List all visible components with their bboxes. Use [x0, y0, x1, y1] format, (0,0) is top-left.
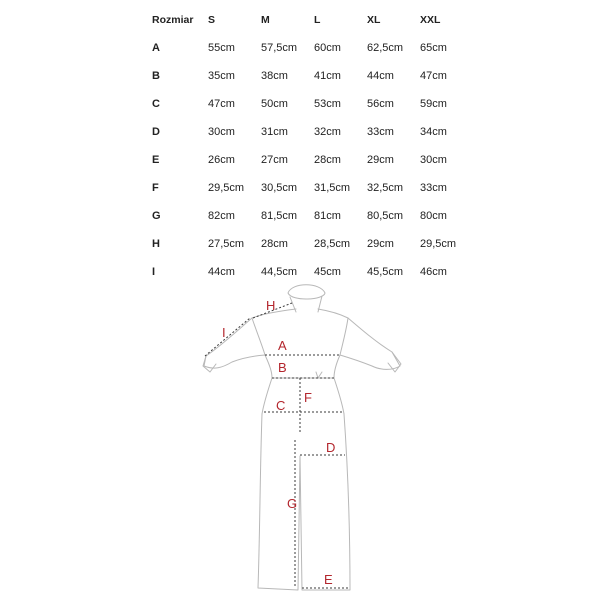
- row-label: F: [152, 182, 159, 194]
- size-cell: 29,5cm: [208, 182, 245, 194]
- label-e: E: [324, 572, 333, 587]
- size-cell: 53cm: [314, 98, 341, 110]
- row-label: A: [152, 42, 160, 54]
- label-g: G: [287, 496, 298, 511]
- size-header-xl: XL: [367, 14, 381, 26]
- size-cell: 29cm: [367, 154, 394, 166]
- label-i: I: [222, 325, 226, 340]
- size-cell: 32,5cm: [367, 182, 404, 194]
- size-header-l: L: [314, 14, 321, 26]
- size-header-xxl: XXL: [420, 14, 441, 26]
- row-label: C: [152, 98, 160, 110]
- size-cell: 55cm: [208, 42, 235, 54]
- size-cell: 82cm: [208, 210, 235, 222]
- size-cell: 45,5cm: [367, 266, 404, 278]
- size-cell: 81cm: [314, 210, 341, 222]
- row-label: I: [152, 266, 156, 278]
- size-cell: 44,5cm: [261, 266, 298, 278]
- size-cell: 57,5cm: [261, 42, 298, 54]
- size-cell: 45cm: [314, 266, 341, 278]
- size-cell: 31cm: [261, 126, 288, 138]
- size-cell: 30,5cm: [261, 182, 298, 194]
- size-cell: 65cm: [420, 42, 447, 54]
- size-cell: 80cm: [420, 210, 447, 222]
- size-cell: 30cm: [420, 154, 447, 166]
- measure-line-i: [205, 318, 250, 356]
- size-cell: 28cm: [261, 238, 288, 250]
- size-cell: 32cm: [314, 126, 341, 138]
- size-cell: 26cm: [208, 154, 235, 166]
- size-cell: 30cm: [208, 126, 235, 138]
- row-label: H: [152, 238, 160, 250]
- size-cell: 29,5cm: [420, 238, 457, 250]
- jumpsuit-outline: [203, 285, 401, 590]
- size-cell: 29cm: [367, 238, 394, 250]
- size-cell: 33cm: [420, 182, 447, 194]
- size-cell: 41cm: [314, 70, 341, 82]
- size-cell: 62,5cm: [367, 42, 404, 54]
- measurement-labels: [222, 298, 335, 587]
- size-cell: 27,5cm: [208, 238, 245, 250]
- size-cell: 47cm: [420, 70, 447, 82]
- row-label: E: [152, 154, 160, 166]
- size-cell: 44cm: [208, 266, 235, 278]
- size-cell: 28,5cm: [314, 238, 351, 250]
- size-cell: 81,5cm: [261, 210, 298, 222]
- size-cell: 38cm: [261, 70, 288, 82]
- size-cell: 34cm: [420, 126, 447, 138]
- label-a: A: [278, 338, 287, 353]
- label-f: F: [304, 390, 312, 405]
- size-cell: 47cm: [208, 98, 235, 110]
- size-cell: 80,5cm: [367, 210, 404, 222]
- size-cell: 50cm: [261, 98, 288, 110]
- size-cell: 31,5cm: [314, 182, 351, 194]
- size-cell: 28cm: [314, 154, 341, 166]
- size-header-m: M: [261, 14, 270, 26]
- size-cell: 56cm: [367, 98, 394, 110]
- size-cell: 44cm: [367, 70, 394, 82]
- size-cell: 46cm: [420, 266, 447, 278]
- row-label: B: [152, 70, 160, 82]
- size-cell: 33cm: [367, 126, 394, 138]
- label-h: H: [266, 298, 276, 313]
- size-cell: 27cm: [261, 154, 288, 166]
- size-header-s: S: [208, 14, 216, 26]
- label-c: C: [276, 398, 286, 413]
- label-d: D: [326, 440, 336, 455]
- size-header-rozmiar: Rozmiar: [152, 14, 194, 26]
- size-cell: 60cm: [314, 42, 341, 54]
- size-cell: 59cm: [420, 98, 447, 110]
- row-label: G: [152, 210, 161, 222]
- label-b: B: [278, 360, 287, 375]
- size-cell: 35cm: [208, 70, 235, 82]
- row-label: D: [152, 126, 160, 138]
